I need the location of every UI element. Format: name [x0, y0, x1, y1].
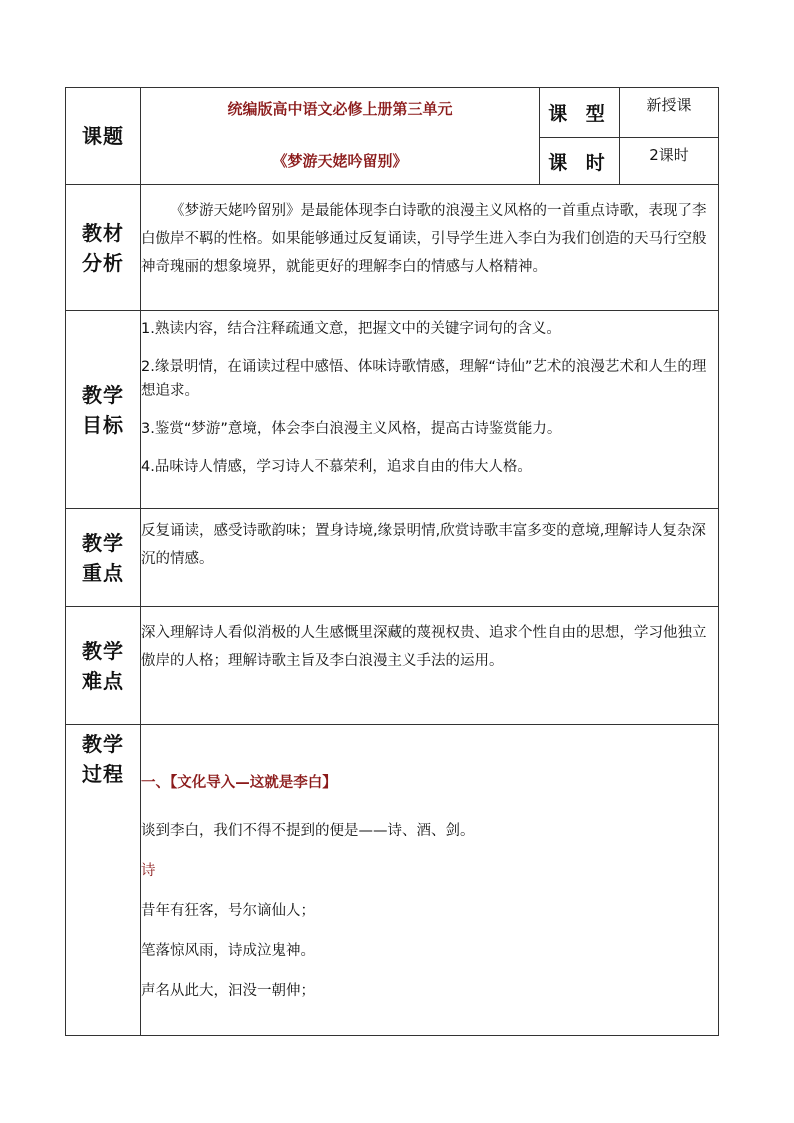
lesson-hours-label: 课 时: [540, 138, 620, 185]
poem-line: 声名从此大，汩没一朝伸；: [141, 983, 315, 999]
poem-line: 昔年有狂客，号尔谪仙人；: [141, 903, 315, 919]
process-section-title: 一、【文化导入—这就是李白】: [141, 775, 337, 791]
lesson-plan-table: [65, 87, 719, 1036]
key-points-label: 教学 重点: [66, 509, 141, 607]
analysis-section: [141, 185, 719, 311]
title-line-1: 统编版高中语文必修上册第三单元: [227, 100, 453, 118]
lesson-type-value: 新授课: [620, 88, 719, 138]
title-line-2: 《梦游天姥吟留别》: [272, 152, 408, 170]
goal-item: 2.缘景明情，在诵读过程中感悟、体味诗歌情感，理解“诗仙”艺术的浪漫艺术和人生的理想追求。: [141, 359, 707, 399]
analysis-text: 《梦游天姥吟留别》是最能体现李白诗歌的浪漫主义风格的一首重点诗歌，表现了李白傲岸不羁的性格。如果能够通过反复诵读，引导学生进入李白为我们创造的天马行空般神奇瑰丽的想象境界，就能更好的理解李白的情感与人格精神。: [141, 203, 707, 275]
process-sub-heading: 诗: [141, 863, 156, 879]
key-points-section: [141, 509, 719, 607]
process-label: 教学 过程: [66, 725, 141, 1036]
goals-label: 教学 目标: [66, 311, 141, 509]
analysis-label: 教材 分析: [66, 185, 141, 311]
goal-item: 4.品味诗人情感，学习诗人不慕荣利，追求自由的伟大人格。: [141, 459, 532, 475]
process-intro: 谈到李白，我们不得不提到的便是——诗、酒、剑。: [141, 823, 475, 839]
lesson-hours-value: 2课时: [620, 138, 719, 185]
poem-line: 笔落惊风雨，诗成泣鬼神。: [141, 943, 315, 959]
process-section: [141, 725, 719, 1036]
lesson-title: [141, 88, 540, 185]
key-points-text: 反复诵读，感受诗歌韵味；置身诗境,缘景明情,欣赏诗歌丰富多变的意境,理解诗人复杂深沉的情感。: [141, 523, 706, 567]
difficulties-text: 深入理解诗人看似消极的人生感慨里深藏的蔑视权贵、追求个性自由的思想，学习他独立傲岸的人格；理解诗歌主旨及李白浪漫主义手法的运用。: [141, 625, 707, 669]
goals-section: [141, 311, 719, 509]
topic-label: 课题: [66, 88, 141, 185]
goal-item: 3.鉴赏“梦游”意境，体会李白浪漫主义风格，提高古诗鉴赏能力。: [141, 421, 562, 437]
lesson-type-label: 课 型: [540, 88, 620, 138]
goal-item: 1.熟读内容，结合注释疏通文意，把握文中的关键字词句的含义。: [141, 321, 561, 337]
difficulties-section: [141, 607, 719, 725]
difficulties-label: 教学 难点: [66, 607, 141, 725]
